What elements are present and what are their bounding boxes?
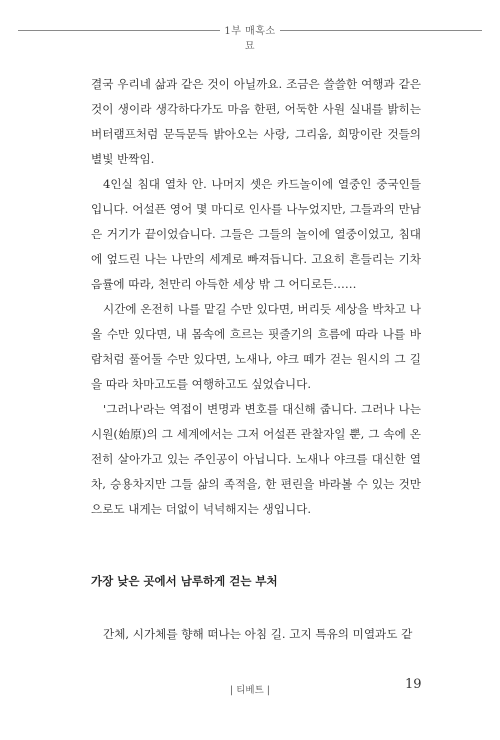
paragraph: '그러나'라는 역접이 변명과 변호를 대신해 줍니다. 그러나 나는 시원(始原)의 그 세계에서는 그저 어설픈 관찰자일 뿐, 그 속에 온전히 살아가고 있는 주인공이 아닙니다. 노새나 야크를 대신한 열차, 승용차지만 그들 삶의 족적을, 한 편린을 바라볼 수 있는 것만으로도 내게는 더없이 넉넉해지는 생입니다. (91, 402, 421, 516)
running-header (18, 22, 482, 52)
page-number: 19 (405, 677, 422, 692)
paragraph: 결국 우리네 삶과 같은 것이 아닐까요. 조금은 쓸쓸한 여행과 같은 것이 생이라 생각하다가도 마음 한편, 어둑한 사원 실내를 밝히는 버터램프처럼 문득문득 밝아오는 사랑, 그리움, 희망이란 것들의 별빛 반짝임. (91, 77, 421, 166)
body-text (91, 72, 421, 522)
paragraph: 시간에 온전히 나를 맡길 수만 있다면, 버리듯 세상을 박차고 나올 수만 있다면, 내 몸속에 흐르는 핏줄기의 흐름에 따라 나를 바람처럼 풀어둘 수만 있다면, 노새나, 야크 떼가 걷는 원시의 그 길을 따라 차마고도를 여행하고도 싶었습니다. (91, 302, 421, 391)
footer-chapter-label: | 티베트 | (230, 685, 270, 696)
header-title: 1부 매혹소묘 (224, 26, 276, 52)
section-first-paragraph: 간체, 시가체를 향해 떠나는 아침 길. 고지 특유의 미열과도 같 (103, 627, 413, 641)
header-rule-right (280, 30, 482, 31)
section-heading: 가장 낮은 곳에서 남루하게 걷는 부처 (91, 574, 278, 588)
header-rule-left (18, 30, 220, 31)
paragraph: 4인실 침대 열차 안. 나머지 셋은 카드놀이에 열중인 중국인들입니다. 어설픈 영어 몇 마디로 인사를 나누었지만, 그들과의 만남은 거기가 끝이었습니다. 그들은 그들의 놀이에 열중이었고, 침대에 엎드린 나는 나만의 세계로 빠져듭니다. 고요히 흔들리는 기차 음률에 따라, 천만리 아득한 세상 밖 그 어디로든…… (91, 177, 421, 291)
